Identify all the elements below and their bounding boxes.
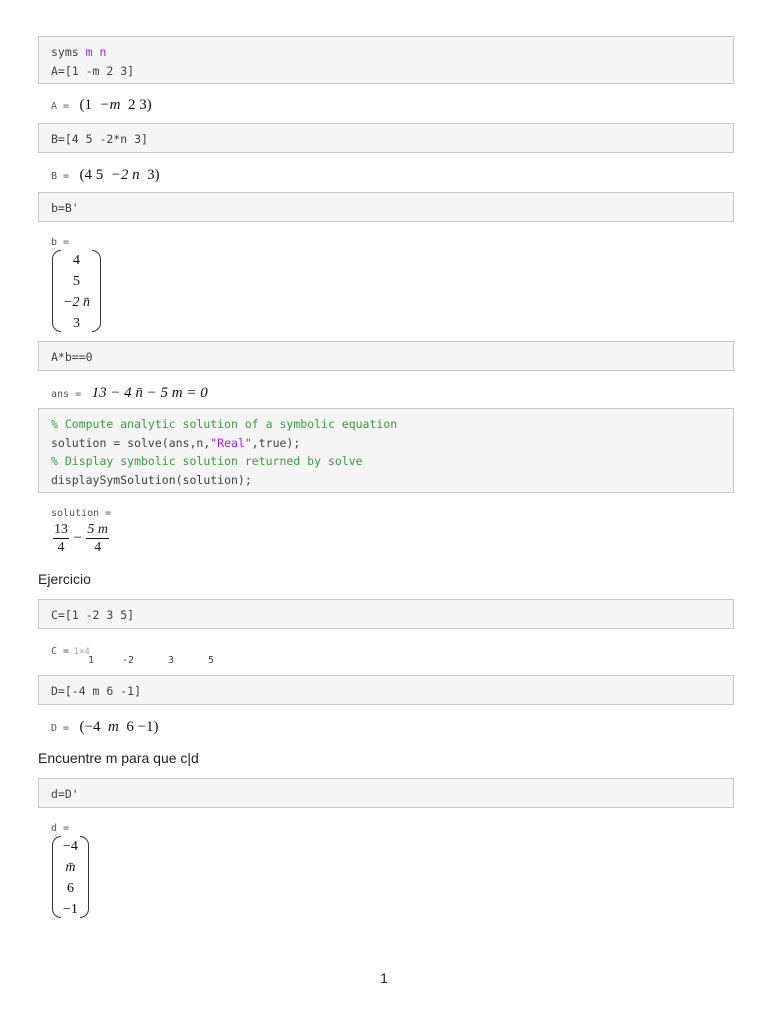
code-cell-D[interactable] [38,675,734,705]
math-text: m [107,719,119,735]
output-label: B = [51,171,70,182]
math-text: 3) [147,167,160,183]
output-solution [53,521,109,556]
vector-entry: 5 [72,274,80,289]
fraction-numerator: 5 m [87,522,108,537]
output-D [51,718,159,736]
output-b-label [51,232,69,250]
code-line: ,true); [251,435,301,450]
math-text: (1 [79,97,93,113]
vector-entry: −1 [63,902,78,917]
section-heading: Encuentre m para que c|d [38,750,199,766]
code-comment: % Compute analytic solution of a symbolic equation [51,417,398,431]
code-line: D=[-4 m 6 -1] [51,684,142,698]
output-label: A = [51,101,70,112]
matrix-value: 1 [87,655,94,666]
fraction [53,521,69,556]
matrix-value: 5 [207,655,214,666]
code-comment: % Display symbolic solution returned by solve [51,454,363,468]
code-line: A*b==0 [51,350,93,364]
output-label: D = [51,723,70,734]
vector-entry: 6 [66,881,74,896]
output-label: d = [51,823,70,834]
math-text: 6 −1) [126,719,159,735]
output-label: solution = [51,508,112,519]
math-text: −2 n [110,167,140,183]
fraction-denominator: 4 [57,540,65,555]
column-vector-d [52,836,89,918]
code-cell-d-transpose[interactable] [38,778,734,808]
fraction-denominator: 4 [94,540,102,555]
code-cell-b-transpose[interactable] [38,192,734,222]
section-heading: Ejercicio [38,571,91,587]
left-paren [52,836,61,918]
code-line: B=[4 5 -2*n 3] [51,132,148,146]
right-paren [92,250,101,332]
output-solution-label [51,503,111,521]
math-text: 13 − 4 n̄ − 5 m = 0 [91,385,208,401]
vector-entry: m̄ [65,860,76,875]
fraction-numerator: 13 [54,522,68,537]
code-line: displaySymSolution(solution); [51,472,252,487]
code-cell-C[interactable] [38,599,734,629]
vector-entry: 3 [72,316,80,331]
matrix-value: -2 [121,655,134,666]
code-cell-solve[interactable] [38,408,734,493]
code-string: "Real" [210,435,252,450]
output-C-values [54,655,214,666]
vector-entry: −2 n̄ [63,295,90,310]
right-paren [80,836,89,918]
output-B [51,166,160,184]
code-line: C=[1 -2 3 5] [51,608,135,622]
column-vector-b [52,250,101,332]
matrix-size: 1×4 [73,647,90,657]
output-label: ans = [51,389,82,400]
output-A [51,96,152,114]
vector-entry: 4 [72,253,80,268]
matrix-value: 3 [167,655,174,666]
math-text: (−4 [79,719,101,735]
code-line: solution = solve(ans,n, [51,435,211,450]
code-cell-product[interactable] [38,341,734,371]
code-cell-B[interactable] [38,123,734,153]
code-cell-syms[interactable] [38,36,734,84]
code-line: d=D' [51,787,79,801]
code-line: b=B' [51,201,79,215]
code-line: syms [51,45,86,59]
output-ans [51,384,208,402]
fraction [86,521,109,556]
output-d-label [51,818,69,836]
code-symbolic-vars: m n [85,45,107,59]
math-text: − [73,530,82,546]
left-paren [52,250,61,332]
page-number: 1 [380,970,388,986]
code-line: A=[1 -m 2 3] [51,63,135,78]
math-text: 2 3) [127,97,152,113]
output-label: C = [51,646,70,657]
math-text: −m [99,97,121,113]
math-text: (4 5 [79,167,104,183]
vector-entry: −4 [63,839,78,854]
output-label: b = [51,237,70,248]
